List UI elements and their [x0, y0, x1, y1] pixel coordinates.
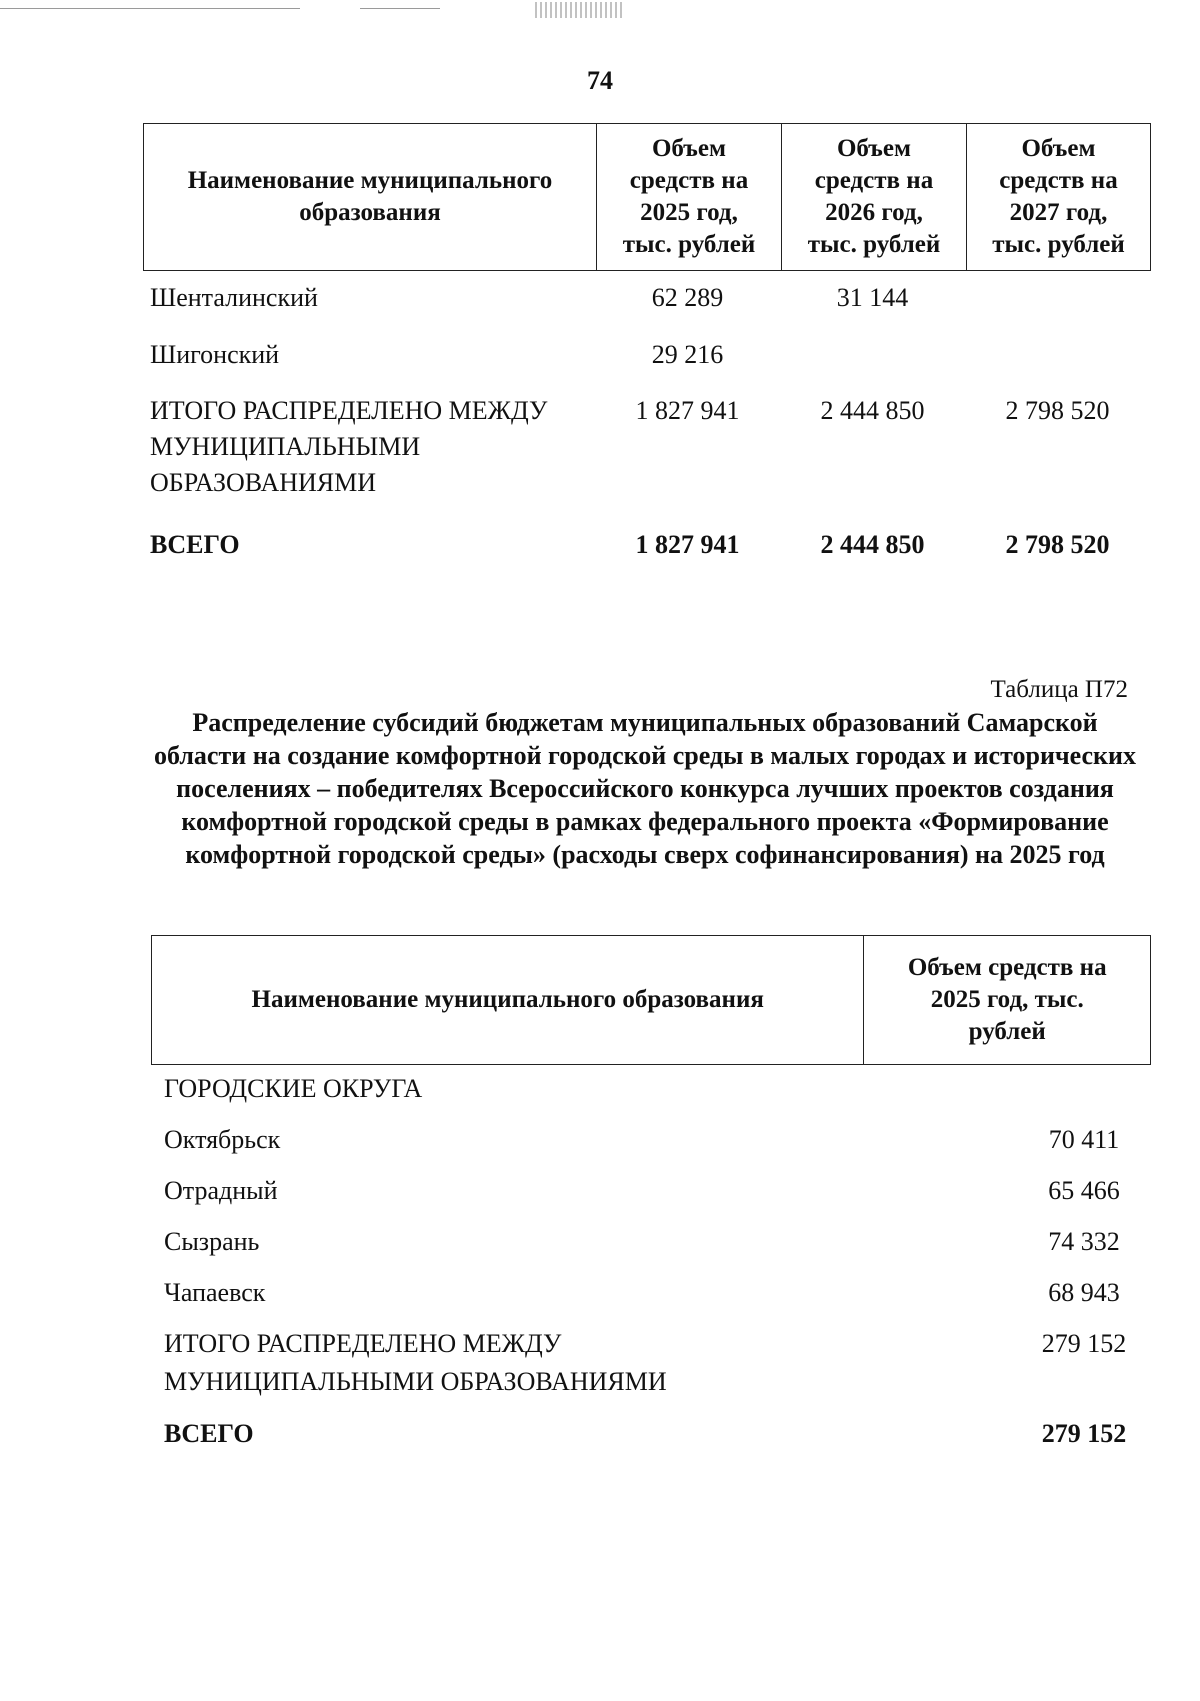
row-name: Отрадный [164, 1176, 278, 1205]
row-value: 65 466 [1048, 1176, 1120, 1205]
row-value-2026: 2 444 850 [820, 396, 925, 425]
row-value: 279 152 [1041, 1329, 1127, 1358]
scan-noise [535, 2, 625, 18]
table2-header-name: Наименование муниципального образования [251, 986, 764, 1013]
row-value: 74 332 [1048, 1227, 1120, 1256]
row-value-2026: 31 144 [836, 283, 909, 312]
scan-edge-line [0, 8, 300, 9]
row-name: ВСЕГО [150, 530, 240, 559]
table-label: Таблица П72 [990, 676, 1128, 703]
page-number: 74 [587, 66, 613, 95]
table2-header [151, 935, 1151, 1065]
table1-header [143, 123, 1151, 271]
row-value-2027: 2 798 520 [1005, 530, 1110, 559]
row-value-2025: 29 216 [651, 340, 724, 369]
table-title: Распределение субсидий бюджетам муниципальных образований Самарской области на создание комфортной городской среды в малых городах и исторических поселениях – победителях Всероссийского конкурса лучших проектов создания комфортной городской среды в рамках федерального проекта «Формирование комфортной городской среды» (расходы сверх софинансирования) на 2025 год [153, 708, 1136, 869]
row-name: Шенталинский [150, 283, 318, 312]
row-value: 70 411 [1048, 1125, 1120, 1154]
table2-header-2025: Объем средств на 2025 год, тыс. рублей [863, 936, 1150, 1064]
row-name: Чапаевск [164, 1278, 266, 1307]
row-value-2027: 2 798 520 [1005, 396, 1110, 425]
row-value-2025: 62 289 [651, 283, 724, 312]
row-name: Сызрань [164, 1227, 260, 1256]
row-value-2026: 2 444 850 [820, 530, 925, 559]
table1-header-name: Наименование муниципального образования [187, 167, 553, 226]
row-name: ИТОГО РАСПРЕДЕЛЕНО МЕЖДУ МУНИЦИПАЛЬНЫМИ ОБРАЗОВАНИЯМИ [150, 396, 548, 497]
row-value-2025: 1 827 941 [635, 396, 740, 425]
row-name: ВСЕГО [164, 1419, 254, 1448]
row-name: Октябрьск [164, 1125, 281, 1154]
table1-header-2026: Объем средств на 2026 год, тыс. рублей [781, 124, 966, 270]
table1-header-2027: Объем средств на 2027 год, тыс. рублей [966, 124, 1150, 270]
row-value: 279 152 [1041, 1419, 1127, 1448]
row-name: ИТОГО РАСПРЕДЕЛЕНО МЕЖДУ МУНИЦИПАЛЬНЫМИ ОБРАЗОВАНИЯМИ [164, 1329, 667, 1396]
row-name: ГОРОДСКИЕ ОКРУГА [164, 1074, 423, 1103]
table1-header-2025: Объем средств на 2025 год, тыс. рублей [596, 124, 781, 270]
scan-edge-line [360, 8, 440, 9]
row-value-2025: 1 827 941 [635, 530, 740, 559]
row-value: 68 943 [1048, 1278, 1120, 1307]
row-name: Шигонский [150, 340, 280, 369]
